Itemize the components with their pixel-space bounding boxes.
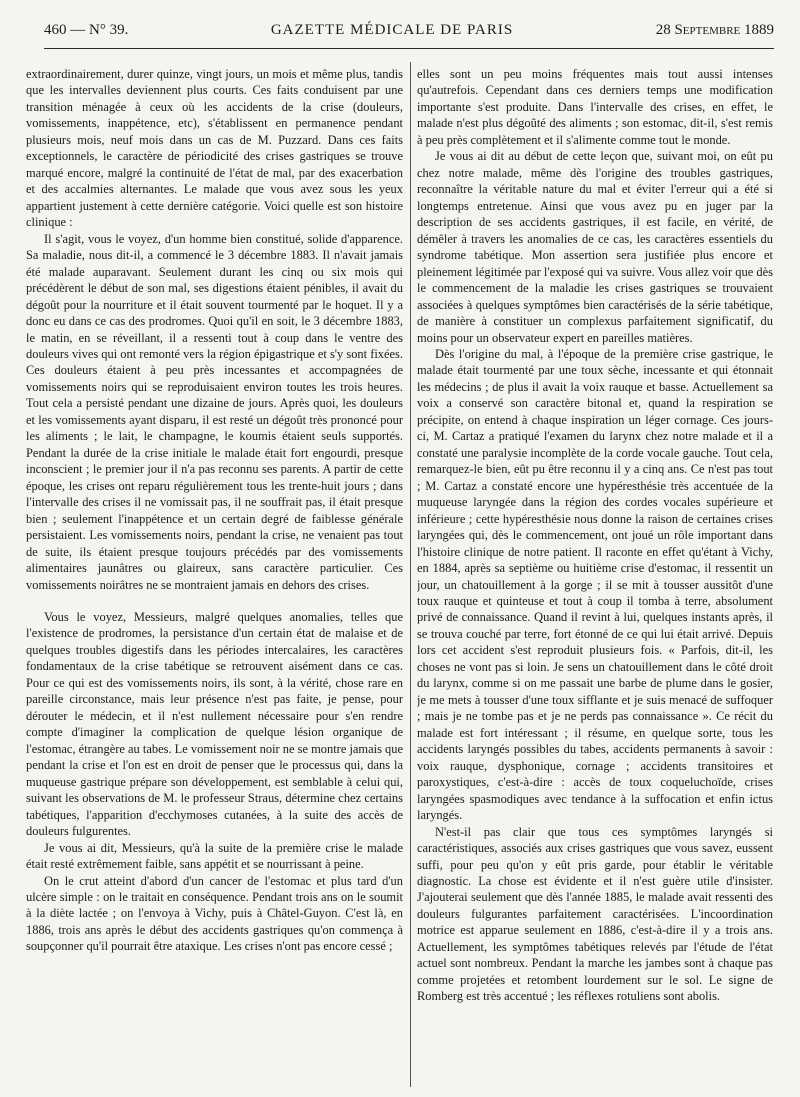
paragraph: Je vous ai dit, Messieurs, qu'à la suite de la première crise le malade était resté extrêmement faible, sans appétit et se nourrissant à peine. (26, 840, 403, 872)
paragraph: extraordinairement, durer quinze, vingt jours, un mois et même plus, tandis que les intervalles deviennent plus courts. Ces faits conduisent par une transition ménagée à ceux où les accidents de la crise (douleurs, vomissements, inappétence, etc), s'établissent en permanence pendant plusieurs mois, neuf mois dans un cas de M. Puzzard. Dans ces faits exceptionnels, le caractère de périodicité des crises gastriques se trouve marqué encore, malgré la continuité de l'état de mal, par des exacerbation et des accalmies alternantes. Le malade que vous avez sous les yeux appartient justement à cette dernière catégorie. Voici quelle est son histoire clinique : (26, 67, 403, 230)
paragraph: Il s'agit, vous le voyez, d'un homme bien constitué, solide d'apparence. Sa maladie, nous dit-il, a commencé le 3 décembre 1883. Il n'avait jamais été malade auparavant. Seulement durant les cinq ou six mois qui précédèrent le début de son mal, ses digestions étaient pénibles, il avait du dégoût pour la nourriture et il était souvent tourmenté par le hoquet. Il y a donc eu dans ce cas des prodromes. Quoi qu'il en soit, le 3 décembre 1883, le matin, en se réveillant, il a ressenti tout à coup dans le ventre des douleurs vives qui ont remonté vers la région épigastrique et s'y sont fixées. Ces douleurs étaient à peu près incessantes et accompagnées de vomissements noirs qui se reproduisaient environ toutes les trois heures. Tout cela a persisté pendant une dizaine de jours. Après quoi, les douleurs et les vomissements ayant disparu, il est resté un dégoût très prononcé pour les aliments ; le lait, le champagne, le koumis étaient seuls supportés. Pendant la durée de la crise initiale le malade était fort engourdi, presque inconscient ; le premier jour il n'a pas reconnu ses parents. A partir de cette époque, les crises ont reparu régulièrement tous les trente-huit jours ; dans l'intervalle des crises il ne vomissait pas, il ne souffrait pas, il était presque bien ; seulement l'inappétence et un certain degré de faiblesse générale persistaient. Les vomissements noirs, pendant la crise, ne venaient pas tout de suite, ils étaient presque toujours précédés par des vomissements alimentaires jaunâtres ou glaireux, sans caractère particulier. Ces vomissements noirâtres ne se montraient jamais en dehors des crises. (26, 231, 403, 592)
paragraph: Vous le voyez, Messieurs, malgré quelques anomalies, telles que l'existence de prodromes, la persistance d'un certain état de malaise et de quelques troubles digestifs dans les périodes intercalaires, les caractères fondamentaux de la crise tabétique se retrouvent aisément dans ce cas. Pour ce qui est des vomissements noirs, ils sont, à la vérité, chose rare en pareille circonstance, mais leur présence n'est pas faite, je pense, pour dérouter le médecin, et il n'est nullement nécessaire pour s'en rendre compte d'imaginer la complication de quelque lésion organique de l'estomac, étrangère au tabes. Le vomissement noir ne se montre jamais que pendant la crise et l'on est en droit de penser que le processus qui, dans la muqueuse gastrique prépare son développement, est semblable à celui qui, suivant les observations de M. le professeur Straus, détermine chez certains tabétiques, l'apparition d'ecchymoses cutanées, à la suite des accès de douleurs fulgurentes. (26, 610, 403, 839)
right-column (417, 66, 773, 1083)
paragraph: Dès l'origine du mal, à l'époque de la première crise gastrique, le malade était tourmenté par une toux sèche, incessante et qui étonnait les médecins ; de plus il avait la voix rauque et basse. Actuellement sa voix a conservé son caractère bitonal et, quand la respiration se précipite, on entend à chaque inspiration un léger cornage. Ces jours-ci, M. Cartaz a pratiqué l'examen du larynx chez notre malade et il a constaté une paralysie incomplète de la corde vocale gauche. Tout cela, remarquez-le bien, eût pu être reconnu il y a cinq ans. Ce n'est pas tout ; M. Cartaz a constaté encore une hypéresthésie très accentuée de la muqueuse laryngée dans la région des cordes vocales supérieure et inférieure ; cette hypéresthésie nous donne la raison de certaines crises laryngées qui, dès le commencement, ont joué un rôle important dans l'histoire clinique de notre patient. Il raconte en effet qu'étant à Vichy, en 1884, après sa septième ou huitième crise d'estomac, il ressentit un jour, un chatouillement à la gorge ; il se mit à tousser aussitôt d'une toux rauque et quinteuse et tout à coup il tomba à terre, absolument privé de connaissance. Quand il revint à lui, quelques instants après, il se trouva couché par terre, fort étonné de ce qui lui était arrivé. Depuis lors cet accident s'est reproduit plusieurs fois. « Parfois, dit-il, les choses ne vont pas si loin. Je sens un chatouillement dans le côté droit du larynx, comme si on me passait une barbe de plume dans le gosier, je me mets à tousser d'une toux sifflante et je suis menacé de suffoquer ; mais je ne tombe pas et je ne perds pas connaissance ». Ce récit du malade est fort intéressant ; il résume, en quelque sorte, tous les accidents laryngés possibles du tabes, accidents permanents à savoir : voix rauque, dysphonique, cornage ; accidents transitoires et paroxystiques, c'est-à-dire : accès de toux coqueluchoïde, crises laryngées spasmodiques avec tendance à la suffocation et enfin ictus laryngés. (417, 346, 773, 823)
paragraph: On le crut atteint d'abord d'un cancer de l'estomac et plus tard d'un ulcère simple : on le traitait en conséquence. Pendant trois ans on le soumit à la diète lactée ; on l'envoya à Vichy, puis à Châtel-Guyon. C'est là, en 1886, trois ans après le début des accidents gastriques qu'on commença à soupçonner qu'il pourrait être ataxique. Les crises n'ont pas encore cessé ; (26, 873, 403, 954)
issue-date: 28 Septembre 1889 (655, 22, 774, 38)
journal-title: GAZETTE MÉDICALE DE PARIS (270, 22, 514, 38)
page-number-issue: 460 — N° 39. (44, 22, 129, 38)
column-divider (410, 62, 411, 1087)
paragraph: Je vous ai dit au début de cette leçon que, suivant moi, on eût pu chez notre malade, même dès l'origine des troubles gastriques, reconnaître la véritable nature du mal et éviter l'erreur qui a été si longtemps entretenue. Ainsi que vous avez pu en juger par la description de ses accidents gastriques, il est facile, en vérité, de démêler à travers les anomalies de ce cas, les caractères essentiels du syndrome tabétique. Mon assertion sera justifiée plus encore et pleinement légitimée par l'exposé qui va suivre. Vous allez voir que dès le commencement de la maladie les crises gastriques se trouvaient associées à quelques symptômes bien caractérisés de la série tabétique, de manière à constituer un complexus parfaitement significatif, du moins pour un observateur expert en pareilles matières. (417, 149, 773, 345)
paragraph: elles sont un peu moins fréquentes mais tout aussi intenses qu'autrefois. Cependant dans ces derniers temps une modification importante s'est produite. Dans l'intervalle des crises, en effet, le malade n'est plus dégoûté des aliments ; son estomac, dit-il, s'est remis à peu près complètement et il s'alimente comme tout le monde. (417, 67, 773, 147)
page-header (44, 22, 774, 49)
left-column (26, 66, 403, 1083)
paragraph: N'est-il pas clair que tous ces symptômes laryngés si caractéristiques, associés aux crises gastriques que vous savez, eussent suffi, pour peu qu'on y eût pris garde, pour établir le véritable diagnostic. La chose est évidente et il n'est guère utile d'insister. J'ajouterai seulement que dès l'année 1885, le malade avait ressenti des douleurs fulgurantes parfaitement caractérisées. L'incoordination motrice est apparue seulement en 1886, c'est-à-dire il y a trois ans. Actuellement, les symptômes tabétiques relevés par l'étude de l'état actuel sont nombreux. Pendant la marche les jambes sont à chaque pas comme projetées et retombent lourdement sur le sol. Le signe de Romberg est très accentué ; les réflexes rotuliens sont abolis. (417, 824, 773, 1004)
